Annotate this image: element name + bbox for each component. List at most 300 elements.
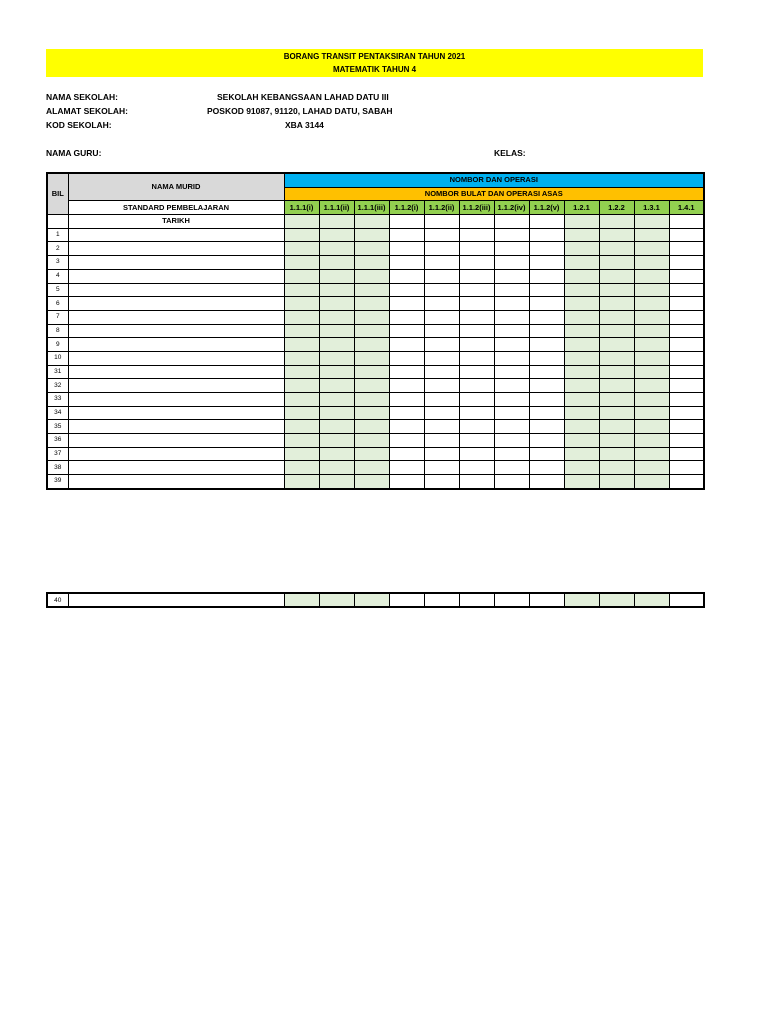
row-number: 34 xyxy=(47,406,68,420)
form-subtitle: MATEMATIK TAHUN 4 xyxy=(332,65,417,74)
mark-cell[interactable] xyxy=(564,420,599,434)
mark-cell[interactable] xyxy=(669,393,704,407)
mark-cell[interactable] xyxy=(599,228,634,242)
title-banner xyxy=(46,49,703,77)
date-cell[interactable] xyxy=(389,215,424,229)
mark-cell[interactable] xyxy=(529,297,564,311)
mark-cell[interactable] xyxy=(459,297,494,311)
mark-cell[interactable] xyxy=(354,297,389,311)
mark-cell[interactable] xyxy=(634,393,669,407)
mark-cell[interactable] xyxy=(319,297,354,311)
mark-cell[interactable] xyxy=(284,420,319,434)
mark-cell[interactable] xyxy=(634,228,669,242)
mark-cell[interactable] xyxy=(284,324,319,338)
mark-cell[interactable] xyxy=(494,393,529,407)
mark-cell[interactable] xyxy=(354,228,389,242)
mark-cell[interactable] xyxy=(319,242,354,256)
mark-cell[interactable] xyxy=(354,593,389,607)
mark-cell[interactable] xyxy=(389,434,424,448)
mark-cell[interactable] xyxy=(459,393,494,407)
mark-cell[interactable] xyxy=(459,324,494,338)
date-cell[interactable] xyxy=(529,215,564,229)
row-number: 6 xyxy=(47,297,68,311)
mark-cell[interactable] xyxy=(319,269,354,283)
mark-cell[interactable] xyxy=(459,461,494,475)
mark-cell[interactable] xyxy=(424,297,459,311)
mark-cell[interactable] xyxy=(599,283,634,297)
mark-cell[interactable] xyxy=(599,256,634,270)
mark-cell[interactable] xyxy=(564,461,599,475)
mark-cell[interactable] xyxy=(669,351,704,365)
mark-cell[interactable] xyxy=(319,228,354,242)
mark-cell[interactable] xyxy=(319,283,354,297)
school-name-label: NAMA SEKOLAH: xyxy=(46,92,118,102)
mark-cell[interactable] xyxy=(284,338,319,352)
date-cell[interactable] xyxy=(319,215,354,229)
mark-cell[interactable] xyxy=(494,447,529,461)
student-name-cell[interactable] xyxy=(68,283,284,297)
row-number: 4 xyxy=(47,269,68,283)
row-number: 33 xyxy=(47,393,68,407)
mark-cell[interactable] xyxy=(284,256,319,270)
mark-cell[interactable] xyxy=(424,434,459,448)
mark-cell[interactable] xyxy=(529,393,564,407)
mark-cell[interactable] xyxy=(529,475,564,489)
student-name-cell[interactable] xyxy=(68,420,284,434)
mark-cell[interactable] xyxy=(319,420,354,434)
mark-cell[interactable] xyxy=(319,393,354,407)
mark-cell[interactable] xyxy=(494,310,529,324)
student-name-cell[interactable] xyxy=(68,324,284,338)
mark-cell[interactable] xyxy=(529,338,564,352)
student-name-cell[interactable] xyxy=(68,242,284,256)
mark-cell[interactable] xyxy=(459,256,494,270)
mark-cell[interactable] xyxy=(494,283,529,297)
mark-cell[interactable] xyxy=(354,310,389,324)
student-name-cell[interactable] xyxy=(68,256,284,270)
mark-cell[interactable] xyxy=(634,242,669,256)
mark-cell[interactable] xyxy=(459,379,494,393)
mark-cell[interactable] xyxy=(599,406,634,420)
mark-cell[interactable] xyxy=(494,297,529,311)
mark-cell[interactable] xyxy=(459,365,494,379)
student-name-cell[interactable] xyxy=(68,338,284,352)
mark-cell[interactable] xyxy=(424,228,459,242)
mark-cell[interactable] xyxy=(424,338,459,352)
mark-cell[interactable] xyxy=(564,406,599,420)
mark-cell[interactable] xyxy=(494,242,529,256)
mark-cell[interactable] xyxy=(389,269,424,283)
mark-cell[interactable] xyxy=(354,379,389,393)
mark-cell[interactable] xyxy=(564,269,599,283)
mark-cell[interactable] xyxy=(494,379,529,393)
mark-cell[interactable] xyxy=(354,269,389,283)
mark-cell[interactable] xyxy=(669,475,704,489)
mark-cell[interactable] xyxy=(389,256,424,270)
mark-cell[interactable] xyxy=(319,434,354,448)
mark-cell[interactable] xyxy=(529,283,564,297)
mark-cell[interactable] xyxy=(424,475,459,489)
mark-cell[interactable] xyxy=(634,283,669,297)
mark-cell[interactable] xyxy=(459,351,494,365)
mark-cell[interactable] xyxy=(494,256,529,270)
mark-cell[interactable] xyxy=(424,242,459,256)
mark-cell[interactable] xyxy=(319,338,354,352)
mark-cell[interactable] xyxy=(529,351,564,365)
mark-cell[interactable] xyxy=(634,297,669,311)
mark-cell[interactable] xyxy=(494,351,529,365)
mark-cell[interactable] xyxy=(669,269,704,283)
date-cell[interactable] xyxy=(564,215,599,229)
row-number: 10 xyxy=(47,351,68,365)
bil-spacer xyxy=(47,215,68,229)
mark-cell[interactable] xyxy=(494,420,529,434)
student-name-cell[interactable] xyxy=(68,447,284,461)
mark-cell[interactable] xyxy=(494,338,529,352)
mark-cell[interactable] xyxy=(599,379,634,393)
mark-cell[interactable] xyxy=(389,324,424,338)
mark-cell[interactable] xyxy=(459,593,494,607)
mark-cell[interactable] xyxy=(389,447,424,461)
mark-cell[interactable] xyxy=(634,447,669,461)
mark-cell[interactable] xyxy=(424,593,459,607)
mark-cell[interactable] xyxy=(529,447,564,461)
mark-cell[interactable] xyxy=(354,365,389,379)
mark-cell[interactable] xyxy=(354,256,389,270)
mark-cell[interactable] xyxy=(389,475,424,489)
mark-cell[interactable] xyxy=(284,393,319,407)
mark-cell[interactable] xyxy=(669,593,704,607)
table-row xyxy=(47,461,704,475)
student-name-cell[interactable] xyxy=(68,393,284,407)
mark-cell[interactable] xyxy=(529,310,564,324)
mark-cell[interactable] xyxy=(319,310,354,324)
mark-cell[interactable] xyxy=(354,351,389,365)
mark-cell[interactable] xyxy=(564,475,599,489)
mark-cell[interactable] xyxy=(669,256,704,270)
student-name-cell[interactable] xyxy=(68,379,284,393)
student-name-cell[interactable] xyxy=(68,365,284,379)
mark-cell[interactable] xyxy=(529,379,564,393)
mark-cell[interactable] xyxy=(599,593,634,607)
mark-cell[interactable] xyxy=(389,379,424,393)
mark-cell[interactable] xyxy=(599,475,634,489)
mark-cell[interactable] xyxy=(494,593,529,607)
mark-cell[interactable] xyxy=(564,365,599,379)
mark-cell[interactable] xyxy=(354,420,389,434)
mark-cell[interactable] xyxy=(494,228,529,242)
mark-cell[interactable] xyxy=(389,297,424,311)
row-number: 35 xyxy=(47,420,68,434)
mark-cell[interactable] xyxy=(389,420,424,434)
mark-cell[interactable] xyxy=(494,434,529,448)
table-row xyxy=(47,393,704,407)
table-row xyxy=(47,365,704,379)
mark-cell[interactable] xyxy=(424,379,459,393)
mark-cell[interactable] xyxy=(319,447,354,461)
mark-cell[interactable] xyxy=(529,228,564,242)
mark-cell[interactable] xyxy=(564,228,599,242)
mark-cell[interactable] xyxy=(564,242,599,256)
mark-cell[interactable] xyxy=(284,365,319,379)
mark-cell[interactable] xyxy=(319,324,354,338)
mark-cell[interactable] xyxy=(459,310,494,324)
mark-cell[interactable] xyxy=(459,447,494,461)
mark-cell[interactable] xyxy=(284,379,319,393)
mark-cell[interactable] xyxy=(284,447,319,461)
mark-cell[interactable] xyxy=(564,283,599,297)
mark-cell[interactable] xyxy=(529,256,564,270)
table-row xyxy=(47,310,704,324)
mark-cell[interactable] xyxy=(319,256,354,270)
mark-cell[interactable] xyxy=(354,393,389,407)
mark-cell[interactable] xyxy=(284,593,319,607)
mark-cell[interactable] xyxy=(389,351,424,365)
date-cell[interactable] xyxy=(634,215,669,229)
mark-cell[interactable] xyxy=(669,283,704,297)
row-number: 38 xyxy=(47,461,68,475)
mark-cell[interactable] xyxy=(529,365,564,379)
mark-cell[interactable] xyxy=(669,228,704,242)
standard-code-header: 1.2.2 xyxy=(599,201,634,215)
mark-cell[interactable] xyxy=(529,434,564,448)
mark-cell[interactable] xyxy=(599,461,634,475)
mark-cell[interactable] xyxy=(564,351,599,365)
mark-cell[interactable] xyxy=(564,434,599,448)
mark-cell[interactable] xyxy=(634,256,669,270)
mark-cell[interactable] xyxy=(634,593,669,607)
mark-cell[interactable] xyxy=(459,283,494,297)
mark-cell[interactable] xyxy=(564,310,599,324)
mark-cell[interactable] xyxy=(564,393,599,407)
mark-cell[interactable] xyxy=(389,283,424,297)
mark-cell[interactable] xyxy=(389,310,424,324)
mark-cell[interactable] xyxy=(564,593,599,607)
table-row xyxy=(47,269,704,283)
student-name-cell[interactable] xyxy=(68,593,284,607)
mark-cell[interactable] xyxy=(459,242,494,256)
mark-cell[interactable] xyxy=(424,269,459,283)
mark-cell[interactable] xyxy=(669,365,704,379)
mark-cell[interactable] xyxy=(319,593,354,607)
mark-cell[interactable] xyxy=(389,406,424,420)
mark-cell[interactable] xyxy=(284,406,319,420)
mark-cell[interactable] xyxy=(284,242,319,256)
mark-cell[interactable] xyxy=(599,393,634,407)
mark-cell[interactable] xyxy=(284,434,319,448)
mark-cell[interactable] xyxy=(564,379,599,393)
mark-cell[interactable] xyxy=(459,420,494,434)
mark-cell[interactable] xyxy=(529,593,564,607)
student-name-cell[interactable] xyxy=(68,475,284,489)
mark-cell[interactable] xyxy=(424,256,459,270)
table-row xyxy=(47,297,704,311)
mark-cell[interactable] xyxy=(494,365,529,379)
date-cell[interactable] xyxy=(354,215,389,229)
mark-cell[interactable] xyxy=(669,420,704,434)
standard-code-header: 1.1.2(iii) xyxy=(459,201,494,215)
mark-cell[interactable] xyxy=(354,242,389,256)
student-name-cell[interactable] xyxy=(68,461,284,475)
mark-cell[interactable] xyxy=(634,379,669,393)
mark-cell[interactable] xyxy=(424,351,459,365)
mark-cell[interactable] xyxy=(319,461,354,475)
mark-cell[interactable] xyxy=(494,269,529,283)
student-name-cell[interactable] xyxy=(68,351,284,365)
mark-cell[interactable] xyxy=(354,475,389,489)
mark-cell[interactable] xyxy=(354,283,389,297)
mark-cell[interactable] xyxy=(389,242,424,256)
mark-cell[interactable] xyxy=(424,283,459,297)
mark-cell[interactable] xyxy=(319,351,354,365)
date-cell[interactable] xyxy=(494,215,529,229)
mark-cell[interactable] xyxy=(424,393,459,407)
mark-cell[interactable] xyxy=(494,461,529,475)
mark-cell[interactable] xyxy=(564,338,599,352)
date-cell[interactable] xyxy=(669,215,704,229)
mark-cell[interactable] xyxy=(424,447,459,461)
mark-cell[interactable] xyxy=(599,310,634,324)
mark-cell[interactable] xyxy=(634,338,669,352)
student-name-cell[interactable] xyxy=(68,406,284,420)
mark-cell[interactable] xyxy=(354,434,389,448)
mark-cell[interactable] xyxy=(319,406,354,420)
mark-cell[interactable] xyxy=(389,593,424,607)
mark-cell[interactable] xyxy=(354,447,389,461)
mark-cell[interactable] xyxy=(424,310,459,324)
mark-cell[interactable] xyxy=(634,434,669,448)
mark-cell[interactable] xyxy=(459,269,494,283)
mark-cell[interactable] xyxy=(599,338,634,352)
date-cell[interactable] xyxy=(424,215,459,229)
mark-cell[interactable] xyxy=(284,269,319,283)
mark-cell[interactable] xyxy=(529,324,564,338)
tarikh-label: TARIKH xyxy=(68,215,284,229)
mark-cell[interactable] xyxy=(564,324,599,338)
mark-cell[interactable] xyxy=(564,447,599,461)
mark-cell[interactable] xyxy=(599,242,634,256)
mark-cell[interactable] xyxy=(634,461,669,475)
mark-cell[interactable] xyxy=(494,324,529,338)
mark-cell[interactable] xyxy=(459,406,494,420)
mark-cell[interactable] xyxy=(284,461,319,475)
table-row xyxy=(47,283,704,297)
mark-cell[interactable] xyxy=(389,365,424,379)
mark-cell[interactable] xyxy=(564,256,599,270)
mark-cell[interactable] xyxy=(634,310,669,324)
mark-cell[interactable] xyxy=(669,461,704,475)
mark-cell[interactable] xyxy=(424,406,459,420)
mark-cell[interactable] xyxy=(669,310,704,324)
mark-cell[interactable] xyxy=(599,420,634,434)
mark-cell[interactable] xyxy=(669,379,704,393)
mark-cell[interactable] xyxy=(354,338,389,352)
mark-cell[interactable] xyxy=(634,475,669,489)
mark-cell[interactable] xyxy=(634,406,669,420)
mark-cell[interactable] xyxy=(389,393,424,407)
mark-cell[interactable] xyxy=(389,338,424,352)
date-cell[interactable] xyxy=(459,215,494,229)
mark-cell[interactable] xyxy=(459,228,494,242)
mark-cell[interactable] xyxy=(284,310,319,324)
mark-cell[interactable] xyxy=(354,406,389,420)
mark-cell[interactable] xyxy=(354,324,389,338)
mark-cell[interactable] xyxy=(599,269,634,283)
student-name-cell[interactable] xyxy=(68,434,284,448)
school-code-value: XBA 3144 xyxy=(285,120,324,130)
mark-cell[interactable] xyxy=(599,297,634,311)
mark-cell[interactable] xyxy=(669,338,704,352)
mark-cell[interactable] xyxy=(599,365,634,379)
bil-header: BIL xyxy=(47,173,68,215)
mark-cell[interactable] xyxy=(284,283,319,297)
mark-cell[interactable] xyxy=(529,269,564,283)
mark-cell[interactable] xyxy=(424,461,459,475)
nama-murid-header: NAMA MURID xyxy=(68,173,284,201)
mark-cell[interactable] xyxy=(669,297,704,311)
mark-cell[interactable] xyxy=(529,420,564,434)
mark-cell[interactable] xyxy=(389,228,424,242)
mark-cell[interactable] xyxy=(424,365,459,379)
mark-cell[interactable] xyxy=(669,447,704,461)
mark-cell[interactable] xyxy=(284,297,319,311)
mark-cell[interactable] xyxy=(459,338,494,352)
mark-cell[interactable] xyxy=(319,475,354,489)
student-name-cell[interactable] xyxy=(68,310,284,324)
mark-cell[interactable] xyxy=(669,242,704,256)
mark-cell[interactable] xyxy=(529,242,564,256)
mark-cell[interactable] xyxy=(634,420,669,434)
mark-cell[interactable] xyxy=(634,365,669,379)
mark-cell[interactable] xyxy=(669,324,704,338)
row-number: 40 xyxy=(47,593,68,607)
mark-cell[interactable] xyxy=(389,461,424,475)
date-cell[interactable] xyxy=(284,215,319,229)
mark-cell[interactable] xyxy=(424,420,459,434)
student-name-cell[interactable] xyxy=(68,297,284,311)
mark-cell[interactable] xyxy=(599,324,634,338)
mark-cell[interactable] xyxy=(669,406,704,420)
mark-cell[interactable] xyxy=(459,434,494,448)
date-cell[interactable] xyxy=(599,215,634,229)
mark-cell[interactable] xyxy=(599,434,634,448)
mark-cell[interactable] xyxy=(599,351,634,365)
mark-cell[interactable] xyxy=(319,379,354,393)
mark-cell[interactable] xyxy=(284,228,319,242)
mark-cell[interactable] xyxy=(494,406,529,420)
school-address-value: POSKOD 91087, 91120, LAHAD DATU, SABAH xyxy=(207,106,393,116)
mark-cell[interactable] xyxy=(564,297,599,311)
mark-cell[interactable] xyxy=(424,324,459,338)
student-name-cell[interactable] xyxy=(68,228,284,242)
mark-cell[interactable] xyxy=(669,434,704,448)
mark-cell[interactable] xyxy=(529,406,564,420)
mark-cell[interactable] xyxy=(494,475,529,489)
mark-cell[interactable] xyxy=(634,324,669,338)
mark-cell[interactable] xyxy=(459,475,494,489)
mark-cell[interactable] xyxy=(634,269,669,283)
mark-cell[interactable] xyxy=(354,461,389,475)
mark-cell[interactable] xyxy=(319,365,354,379)
standard-code-header: 1.1.2(iv) xyxy=(494,201,529,215)
mark-cell[interactable] xyxy=(599,447,634,461)
standard-code-header: 1.4.1 xyxy=(669,201,704,215)
mark-cell[interactable] xyxy=(634,351,669,365)
mark-cell[interactable] xyxy=(284,351,319,365)
mark-cell[interactable] xyxy=(529,461,564,475)
mark-cell[interactable] xyxy=(284,475,319,489)
student-name-cell[interactable] xyxy=(68,269,284,283)
